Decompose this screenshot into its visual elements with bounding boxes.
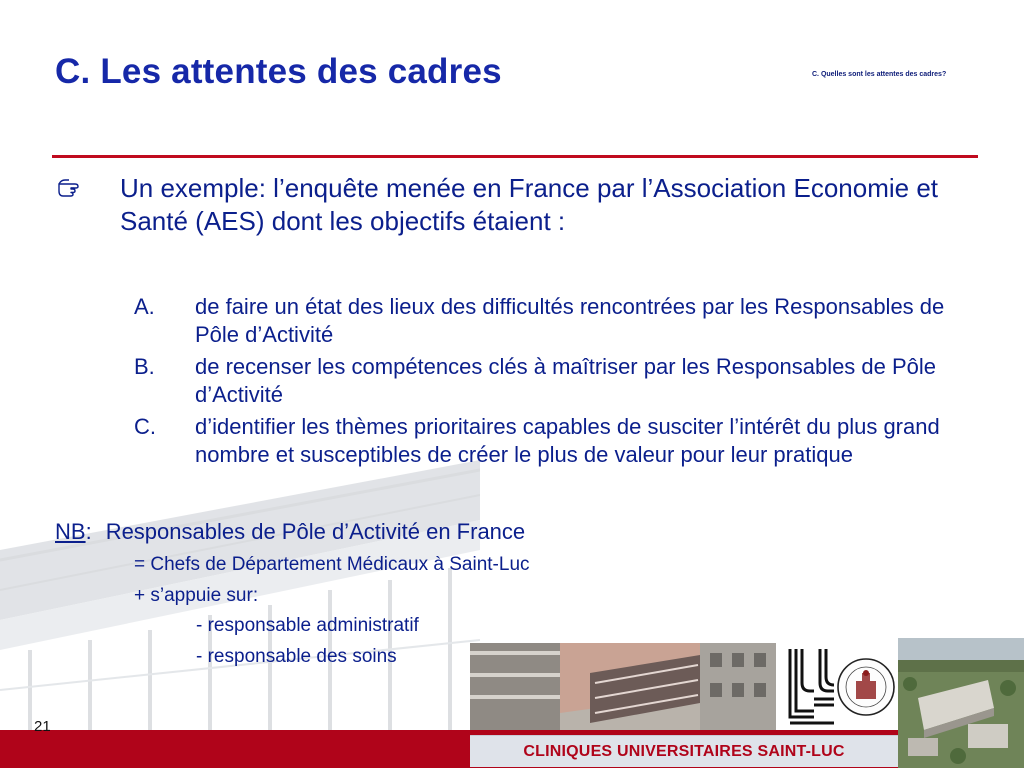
outline-item-c-active: C. Quelles sont les attentes des cadres? [812, 71, 947, 78]
main-bullet-text: Un exemple: l’enquête menée en France par l’Association Economie et Santé (AES) dont les objectifs étaient : [120, 173, 939, 236]
nb-line-2: = Chefs de Département Médicaux à Saint-Luc [134, 554, 530, 575]
section-outline [812, 42, 1017, 107]
nb-label: NB [55, 519, 86, 544]
ucl-logo-icon [790, 649, 834, 723]
list-item [134, 413, 984, 469]
outline-item-a [812, 42, 1017, 55]
list-item-text: d’identifier les thèmes prioritaires capables de susciter l’intérêt du plus grand nombre et susceptibles de créer le plus de valeur pour leur pratique [195, 414, 940, 467]
seal-icon [838, 659, 894, 715]
nb-line-1: Responsables de Pôle d’Activité en France [105, 519, 526, 544]
title-divider [52, 155, 978, 158]
objectives-list [134, 293, 984, 473]
outline-item-e [812, 94, 1017, 107]
outline-item-d [812, 81, 1017, 94]
list-marker: A. [134, 294, 155, 319]
nb-line-4: - responsable administratif [196, 615, 419, 636]
pointing-hand-icon [57, 176, 85, 198]
list-item-text: de recenser les compétences clés à maîtriser par les Responsables de Pôle d’Activité [195, 354, 937, 407]
list-item [134, 353, 984, 409]
nb-note [55, 517, 525, 546]
nb-line-5: - responsable des soins [196, 646, 397, 667]
slide-title: C. Les attentes des cadres [55, 52, 502, 91]
page-number: 21 [34, 718, 51, 735]
nb-line-3: + s’appuie sur: [134, 585, 259, 606]
list-item [134, 293, 984, 349]
list-marker: B. [134, 354, 155, 379]
list-item-text: de faire un état des lieux des difficultés rencontrées par les Responsables de Pôle d’Activité [195, 294, 945, 347]
hospital-building-photo [470, 643, 776, 730]
outline-item-b [812, 55, 1017, 68]
nb-colon: : [85, 519, 92, 544]
institution-footer-banner: CLINIQUES UNIVERSITAIRES SAINT-LUC [470, 735, 898, 767]
logos-box [776, 643, 898, 730]
campus-aerial-photo [898, 638, 1024, 768]
list-marker: C. [134, 414, 156, 439]
university-logos [776, 643, 898, 730]
